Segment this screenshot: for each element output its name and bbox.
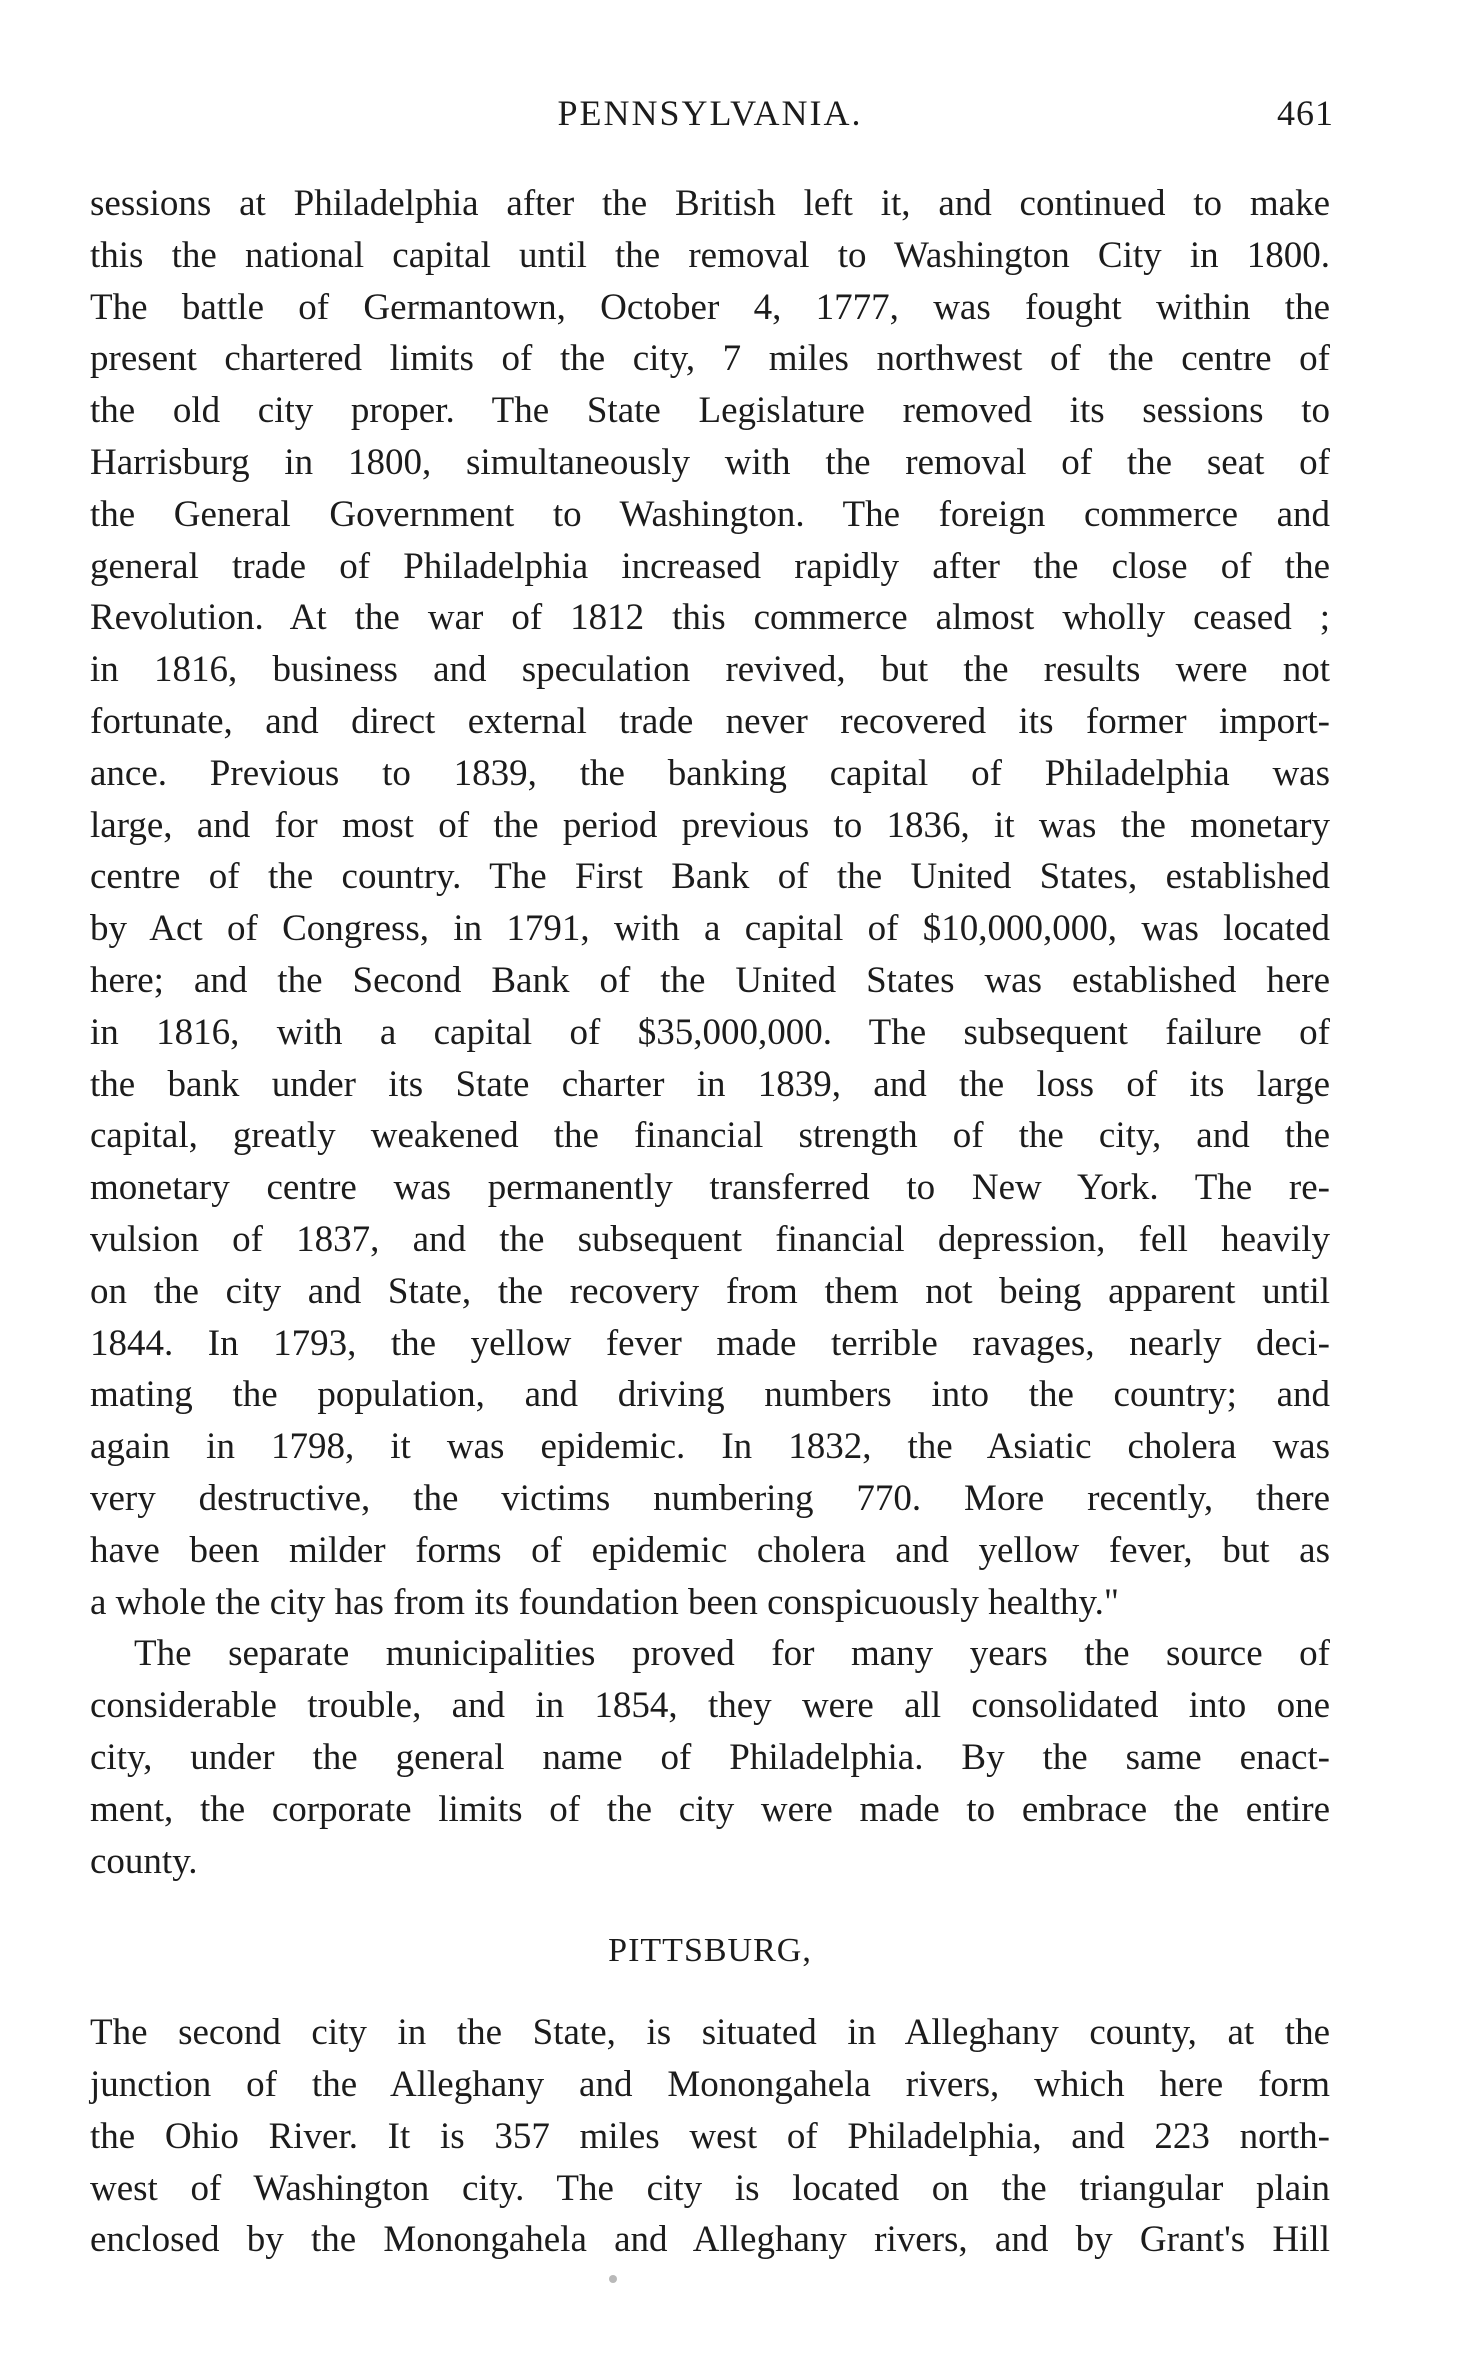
text-line: 1844. In 1793, the yellow fever made terrible ravages, nearly deci- [90,1322,1330,1364]
text-line: large, and for most of the period previous to 1836, it was the monetary [90,804,1330,846]
text-line: ance. Previous to 1839, the banking capital of Philadelphia was [90,752,1330,794]
text-line: the bank under its State charter in 1839, and the loss of its large [90,1063,1330,1105]
text-line: vulsion of 1837, and the subsequent financial depression, fell heavily [90,1218,1330,1260]
text-line: The second city in the State, is situated in Alleghany county, at the [90,2012,1330,2054]
text-line: The separate municipalities proved for many years the source of [134,1633,1330,1675]
text-line: Harrisburg in 1800, simultaneously with the removal of the seat of [90,441,1330,483]
text-line: the old city proper. The State Legislature removed its sessions to [90,390,1330,432]
text-line: here; and the Second Bank of the United States was established here [90,959,1330,1001]
text-line: The battle of Germantown, October 4, 1777, was fought within the [90,286,1330,328]
running-head [90,92,1334,142]
text-line: enclosed by the Monongahela and Alleghany rivers, and by Grant's Hill [90,2219,1330,2261]
text-line: junction of the Alleghany and Monongahela rivers, which here form [90,2064,1330,2106]
text-line: have been milder forms of epidemic cholera and yellow fever, but as [90,1529,1330,1571]
text-line: general trade of Philadelphia increased rapidly after the close of the [90,545,1330,587]
text-line: by Act of Congress, in 1791, with a capital of $10,000,000, was located [90,908,1330,950]
text-line: on the city and State, the recovery from them not being apparent until [90,1270,1330,1312]
text-line: in 1816, business and speculation revived, but the results were not [90,649,1330,691]
text-line: west of Washington city. The city is located on the triangular plain [90,2167,1330,2209]
text-line: Revolution. At the war of 1812 this commerce almost wholly ceased ; [90,597,1330,639]
text-line: the General Government to Washington. The foreign commerce and [90,493,1330,535]
running-title: PENNSYLVANIA. [557,93,863,133]
text-line: considerable trouble, and in 1854, they were all consolidated into one [90,1685,1330,1727]
text-line: the Ohio River. It is 357 miles west of Philadelphia, and 223 north- [90,2115,1330,2157]
text-line: a whole the city has from its foundation been conspicuously healthy." [90,1581,1119,1623]
text-line: fortunate, and direct external trade never recovered its former import- [90,700,1330,742]
body-text [90,178,1330,2266]
text-line: very destructive, the victims numbering 770. More recently, there [90,1477,1330,1519]
text-line: county. [90,1840,198,1882]
text-line: ment, the corporate limits of the city were made to embrace the entire [90,1788,1330,1830]
text-line: monetary centre was permanently transferred to New York. The re- [90,1167,1330,1209]
text-line: city, under the general name of Philadelphia. By the same enact- [90,1736,1330,1778]
paragraph-2 [90,1628,1330,1887]
paragraph-3 [90,2007,1330,2266]
text-line: again in 1798, it was epidemic. In 1832, the Asiatic cholera was [90,1426,1330,1468]
text-line: capital, greatly weakened the financial strength of the city, and the [90,1115,1330,1157]
section-heading: PITTSBURG, [608,1932,812,1970]
text-line: sessions at Philadelphia after the British left it, and continued to make [90,183,1330,224]
page-number: 461 [1277,93,1334,133]
ink-speck [609,2275,617,2283]
text-line: centre of the country. The First Bank of the United States, established [90,856,1330,898]
paragraph-1 [90,178,1330,1628]
text-line: in 1816, with a capital of $35,000,000. The subsequent failure of [90,1011,1330,1053]
book-page [90,92,1334,2266]
text-line: this the national capital until the removal to Washington City in 1800. [90,234,1330,276]
text-line: present chartered limits of the city, 7 miles northwest of the centre of [90,338,1330,380]
text-line: mating the population, and driving numbers into the country; and [90,1374,1330,1416]
